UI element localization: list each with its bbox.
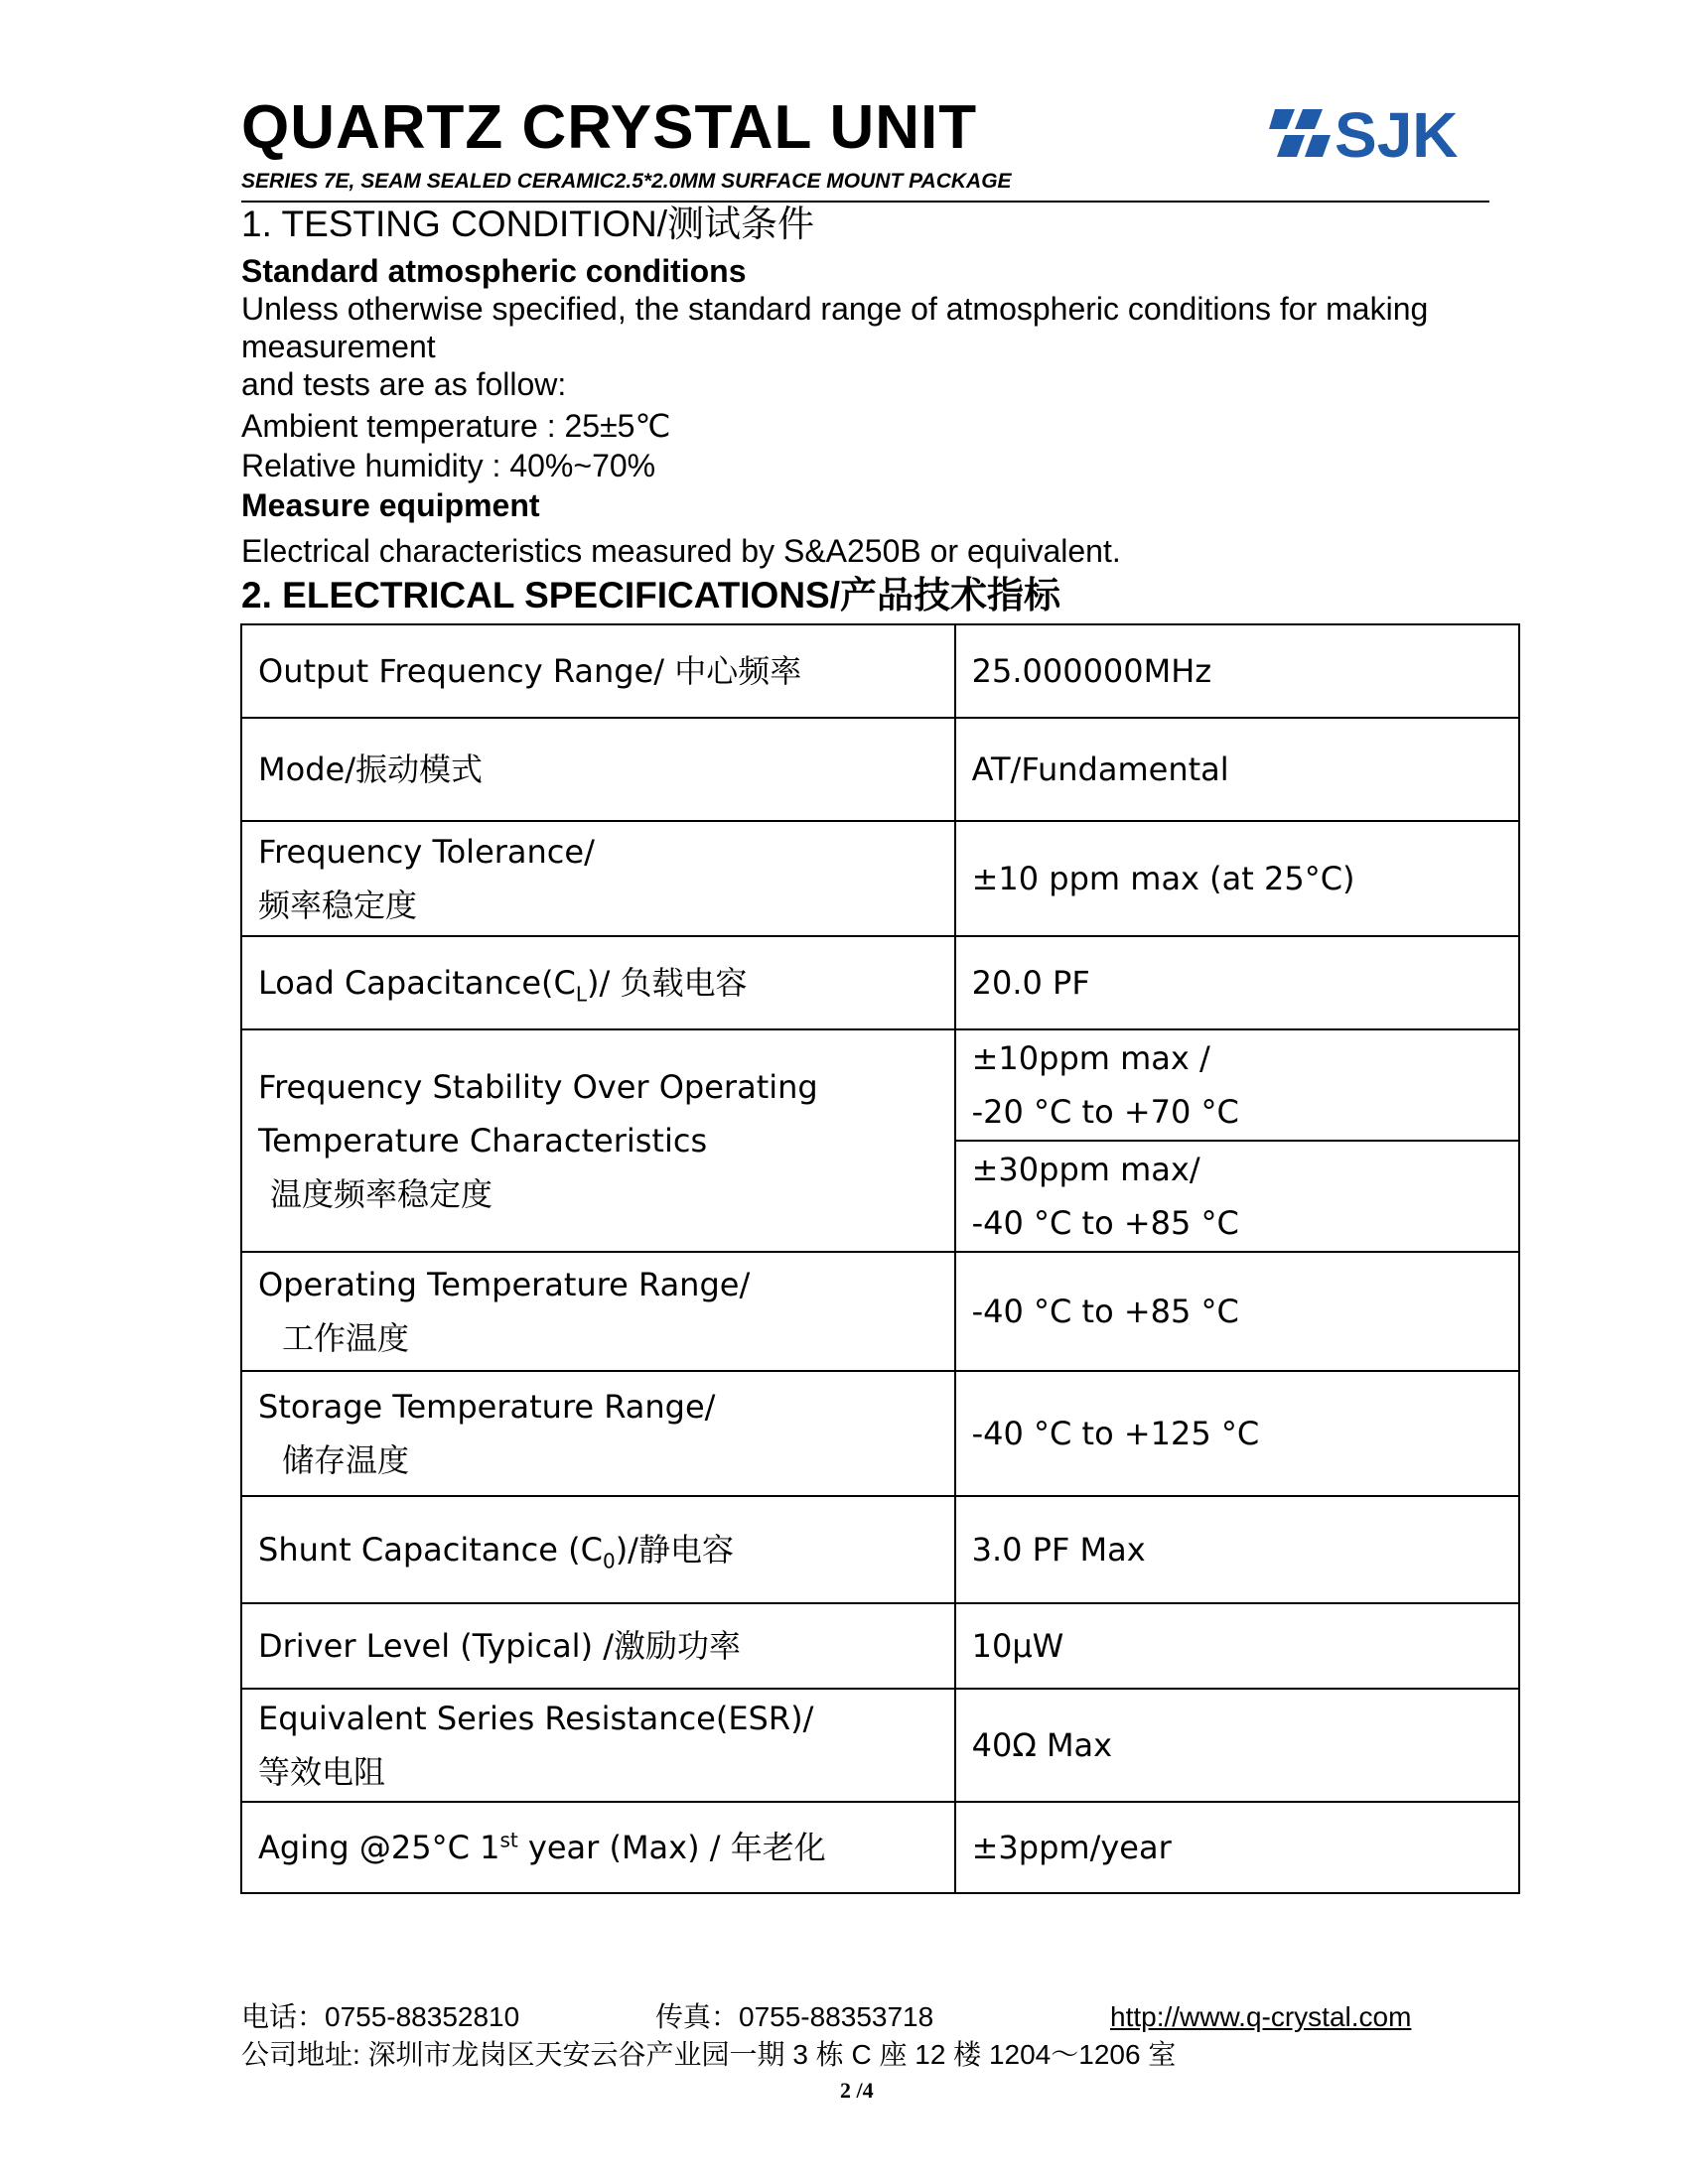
equipment-text: Electrical characteristics measured by S&A250B or equivalent. [241, 533, 1121, 569]
table-row [241, 624, 1519, 718]
relative-humidity: Relative humidity : 40%~70% [241, 448, 656, 483]
spec-value: ±3ppm/year [955, 1802, 1519, 1893]
spec-label: Aging @25°C 1st year (Max) / 年老化 [241, 1802, 955, 1893]
footer-website-link[interactable]: http://www.q-crystal.com [1110, 2001, 1412, 2032]
series-subtitle: SERIES 7E, SEAM SEALED CERAMIC2.5*2.0MM SURFACE MOUNT PACKAGE [241, 170, 1012, 193]
spec-label: Equivalent Series Resistance(ESR)/ 等效电阻 [241, 1689, 955, 1802]
table-row [241, 1371, 1519, 1496]
spec-label: Load $Capacitance(C_L)/$ 负载电容 [241, 936, 955, 1029]
spec-label: Shunt Capacitance $(C_0)/$静电容 [241, 1496, 955, 1603]
footer-fax: 传真：0755-88353718 [655, 2001, 934, 2032]
footer-tel: 电话：0755-88352810 [241, 2001, 520, 2032]
logo-text: SJK [1335, 105, 1459, 163]
table-row [241, 718, 1519, 821]
conditions-text-line2: measurement [241, 329, 436, 364]
table-row [241, 821, 1519, 936]
page-title: QUARTZ CRYSTAL UNIT [241, 93, 978, 162]
table-row [241, 1689, 1519, 1802]
spec-value: 20.0 PF [955, 936, 1519, 1029]
table-row [241, 1029, 1519, 1141]
spec-value: 25.000000MHz [955, 624, 1519, 718]
measure-equipment-heading: Measure equipment [241, 487, 540, 523]
spec-value: 40Ω Max [955, 1689, 1519, 1802]
spec-label: Operating Temperature Range/ 工作温度 [241, 1252, 955, 1371]
section1-heading: 1. TESTING CONDITION/测试条件 [241, 204, 814, 244]
spec-value: -40 °C to +85 °C [955, 1252, 1519, 1371]
table-row [241, 1252, 1519, 1371]
conditions-text-line1: Unless otherwise specified, the standard range of atmospheric conditions for making [241, 291, 1429, 327]
conditions-text-line3: and tests are as follow: [241, 366, 567, 402]
table-row [241, 1802, 1519, 1893]
section2-heading: 2. ELECTRICAL SPECIFICATIONS/产品技术指标 [241, 575, 1061, 615]
standard-conditions-heading: Standard atmospheric conditions [241, 253, 747, 289]
spec-label: Mode/振动模式 [241, 718, 955, 821]
spec-label: Frequency Stability Over Operating Temperature Characteristics 温度频率稳定度 [241, 1029, 955, 1252]
spec-label: Output Frequency Range/ 中心频率 [241, 624, 955, 718]
spec-value: AT/Fundamental [955, 718, 1519, 821]
electrical-spec-table [240, 623, 1520, 1894]
spec-label: Frequency Tolerance/ 频率稳定度 [241, 821, 955, 936]
page-number: 2 /4 [840, 2078, 874, 2103]
spec-value: ±10 ppm max (at 25°C) [955, 821, 1519, 936]
table-row [241, 1603, 1519, 1689]
spec-value: ±10ppm max / -20 °C to +70 °C [955, 1029, 1519, 1141]
spec-value: -40 °C to +125 °C [955, 1371, 1519, 1496]
spec-value: 3.0 PF Max [955, 1496, 1519, 1603]
spec-label: Driver Level (Typical) /激励功率 [241, 1603, 955, 1689]
table-row [241, 936, 1519, 1029]
spec-value: ±30ppm max/ -40 °C to +85 °C [955, 1141, 1519, 1252]
header-divider [241, 201, 1489, 203]
footer-address: 公司地址: 深圳市龙岗区天安云谷产业园一期 3 栋 C 座 12 楼 1204～1206 室 [241, 2039, 1177, 2070]
sjk-logo [1269, 105, 1487, 163]
table-row [241, 1496, 1519, 1603]
ambient-temperature: Ambient temperature : 25±5℃ [241, 408, 671, 444]
spec-value: 10μW [955, 1603, 1519, 1689]
spec-label: Storage Temperature Range/ 储存温度 [241, 1371, 955, 1496]
